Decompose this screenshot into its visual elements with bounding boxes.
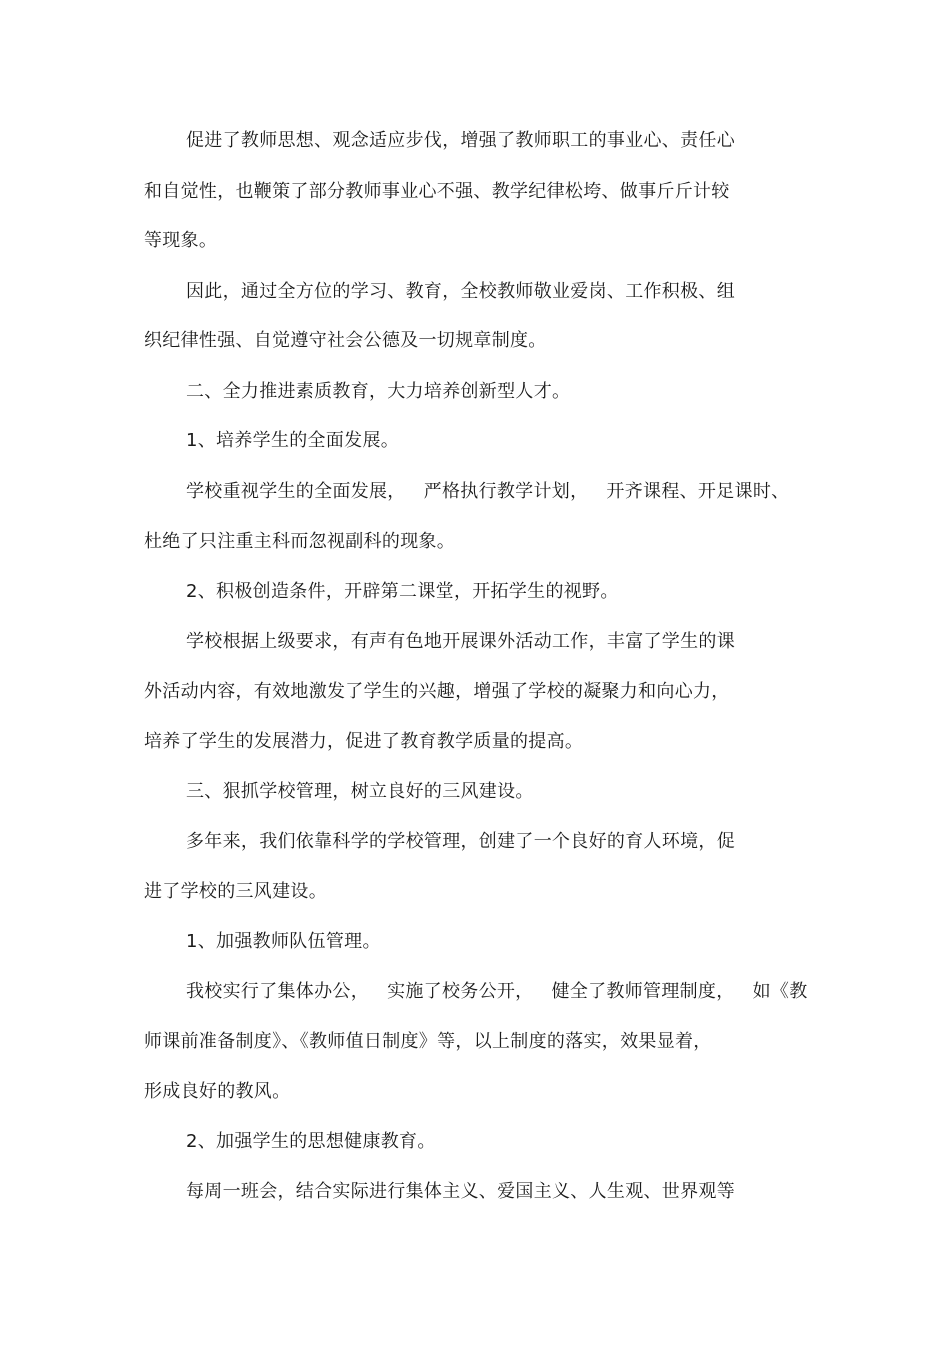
subsection-heading: 2、加强学生的思想健康教育。	[186, 1131, 436, 1152]
subsection-heading: 1、加强教师队伍管理。	[186, 931, 381, 952]
paragraph-line: 等现象。	[144, 230, 218, 251]
paragraph-line: 每周一班会，结合实际进行集体主义、爱国主义、人生观、世界观等	[186, 1181, 735, 1202]
paragraph-line: 学校重视学生的全面发展， 严格执行教学计划， 开齐课程、开足课时、	[186, 481, 790, 502]
paragraph-line: 杜绝了只注重主科而忽视副科的现象。	[144, 531, 456, 552]
section-heading: 三、狠抓学校管理，树立良好的三风建设。	[186, 781, 534, 802]
paragraph-line: 形成良好的教风。	[144, 1081, 291, 1102]
paragraph-line: 我校实行了集体办公， 实施了校务公开， 健全了教师管理制度， 如《教	[186, 981, 808, 1002]
paragraph-line: 促进了教师思想、观念适应步伐，增强了教师职工的事业心、责任心	[186, 130, 735, 151]
paragraph-line: 多年来，我们依靠科学的学校管理，创建了一个良好的育人环境，促	[186, 831, 735, 852]
paragraph-line: 培养了学生的发展潜力，促进了教育教学质量的提高。	[144, 731, 584, 752]
subsection-heading: 1、培养学生的全面发展。	[186, 430, 400, 451]
paragraph-line: 外活动内容，有效地激发了学生的兴趣，增强了学校的凝聚力和向心力，	[144, 681, 730, 702]
paragraph-line: 进了学校的三风建设。	[144, 881, 327, 902]
paragraph-line: 学校根据上级要求，有声有色地开展课外活动工作，丰富了学生的课	[186, 631, 735, 652]
paragraph-line: 因此，通过全方位的学习、教育，全校教师敬业爱岗、工作积极、组	[186, 281, 735, 302]
subsection-heading: 2、积极创造条件，开辟第二课堂，开拓学生的视野。	[186, 581, 619, 602]
paragraph-line: 和自觉性，也鞭策了部分教师事业心不强、教学纪律松垮、做事斤斤计较	[144, 181, 730, 202]
paragraph-line: 织纪律性强、自觉遵守社会公德及一切规章制度。	[144, 330, 547, 351]
section-heading: 二、全力推进素质教育，大力培养创新型人才。	[186, 381, 571, 402]
paragraph-line: 师课前准备制度》、《教师值日制度》等，以上制度的落实，效果显着，	[144, 1031, 712, 1052]
